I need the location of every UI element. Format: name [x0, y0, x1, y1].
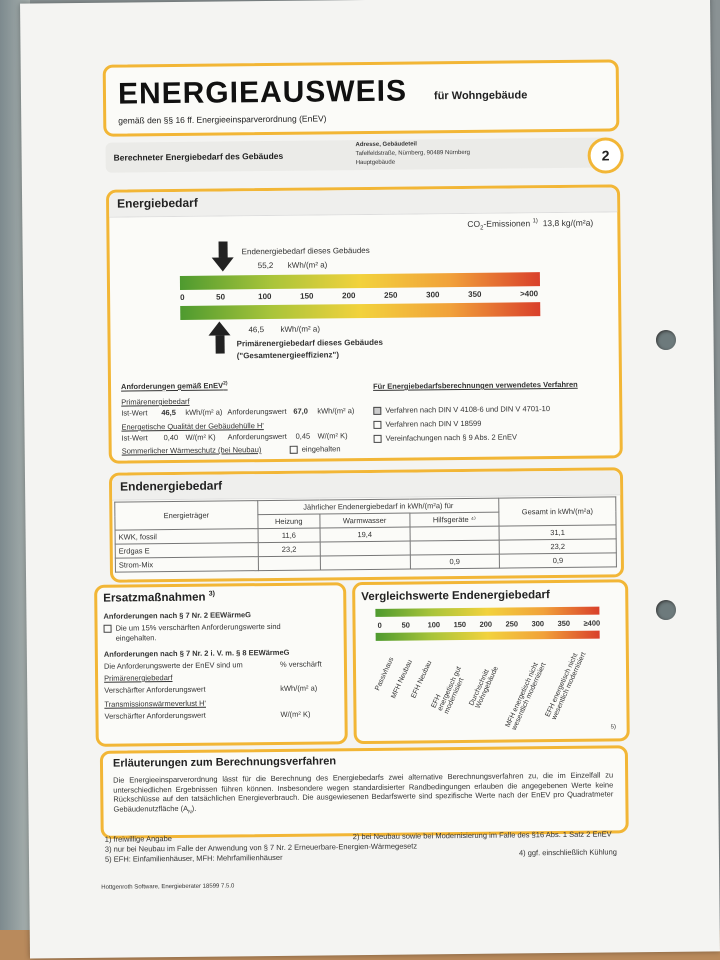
anf-label: Anforderungswert — [227, 431, 287, 442]
ersatz-transmission-heading: Transmissionswärmeverlust H' — [104, 698, 206, 709]
ersatz-req-1-option[interactable] — [104, 622, 281, 633]
ersatz-unit-2: W/(m² K) — [280, 709, 311, 719]
address-label: Adresse, Gebäudeteil — [355, 141, 417, 149]
anf-label: Anforderungswert — [227, 406, 287, 417]
ersatz-section — [94, 582, 348, 747]
vergleich-tick: 250 — [505, 619, 519, 629]
co2-subscript: 2 — [480, 225, 484, 232]
ist-label: Ist-Wert — [121, 408, 148, 418]
ersatz-req-2-text: Die Anforderungswerte der EnEV sind um — [103, 660, 243, 671]
vergleich-label-efh-neubau: EFH Neubau — [410, 659, 434, 700]
ersatz-req-1: Anforderungen nach § 7 Nr. 2 EEWärmeG — [103, 610, 252, 621]
endenergie-table — [114, 496, 617, 572]
address-line: Tafelfeldstraße, Nürnberg, 90489 Nürnberg — [355, 149, 471, 158]
co2-unit: kg/(m²a) — [561, 217, 594, 228]
energiebedarf-section — [106, 184, 623, 463]
vergleich-label-efh-nicht-modernisiert: EFH energetisch nicht wesentlich modernisiert — [544, 651, 588, 721]
energy-scale-ticks — [180, 289, 540, 303]
ist-envelope-unit: W/(m² K) — [185, 432, 216, 442]
erlaeuterung-text: Die Energieeinsparverordnung lässt für die Berechnung des Energiebedarfs zwei alternative Berechnungsverfahren zu, die im Einzelfall zu unterschiedlichen Ergebnissen führen können. Insbesondere wegen standardisierter Randbedingungen erlauben die angegebenen Werte keine Rückschlüsse auf den tatsächlichen Energieverbrauch. Die ausgewiesenen Bedarfswerte sind spezifische Werte nach der EnEV pro Quadratmeter Gebäudenutzfläche $(A_N)$. — [113, 770, 614, 815]
vergleich-tick: 300 — [531, 619, 545, 629]
section-header — [109, 187, 617, 217]
co2-label-rest: -Emissionen — [483, 218, 531, 229]
checkbox-icon[interactable] — [374, 435, 382, 443]
cell-hilfsgeraete — [410, 540, 499, 555]
scale-tick: 150 — [300, 291, 314, 301]
vergleich-tick: 200 — [479, 619, 493, 629]
building-envelope-heading: Energetische Qualität der Gebäudehülle H' — [121, 421, 264, 432]
cell-warmwasser: 19,4 — [320, 527, 410, 542]
anf-envelope-value: 0,45 — [295, 431, 311, 441]
footnote-5: 5) EFH: Einfamilienhäuser, MFH: Mehrfamilienhäuser — [104, 852, 283, 864]
cell-traeger: KWK, fossil — [115, 529, 258, 544]
endenergie-arrow-icon — [212, 257, 234, 271]
endenergie-value: 55,2 — [257, 260, 274, 271]
ist-label: Ist-Wert — [121, 433, 148, 443]
subheader-label: Berechneter Energiebedarf des Gebäudes — [113, 150, 284, 163]
cell-hilfsgeraete: 0,9 — [410, 554, 499, 569]
cell-gesamt: 0,9 — [499, 553, 616, 568]
footnote-2: 2) bei Neubau sowie bei Modernisierung im Falle des §16 Abs. 1 Satz 2 EnEV — [352, 829, 612, 842]
method-option-3-label: Vereinfachungen nach § 9 Abs. 2 EnEV — [385, 432, 517, 443]
footnote-3: 3) nur bei Neubau im Falle der Anwendung von § 7 Nr. 2 Erneuerbare-Energien-Wärmegesetz — [104, 841, 418, 854]
ist-primary-unit: kWh/(m² a) — [185, 407, 223, 417]
ersatz-footnote: 3) — [208, 590, 215, 598]
co2-value: 13,8 — [542, 217, 560, 229]
header-hilfsgeraete: Hilfsgeräte ⁴⁾ — [410, 512, 499, 527]
ersatz-req-1-option-text: Die um 15% verschärften Anforderungswerte sind — [115, 621, 281, 633]
software-credit: Hottgenroth Software, Energieberater 18599 7.5.0 — [101, 883, 235, 891]
footnote-4: 4) ggf. einschließlich Kühlung — [518, 847, 617, 858]
header-heizung: Heizung — [258, 514, 320, 529]
ersatz-req-2-percent: % verschärft — [279, 659, 322, 669]
scale-tick: 100 — [258, 291, 272, 302]
anf-primary-unit: kWh/(m² a) — [317, 406, 355, 416]
vergleich-label-mfh-nicht-modernisiert: MFH energetisch nicht wesentlich modernisiert — [504, 661, 548, 732]
endenergie-arrow-stem — [219, 241, 228, 257]
cell-gesamt: 31,1 — [499, 525, 616, 540]
building-part: Hauptgebäude — [355, 159, 396, 167]
primary-energy-heading: Primärenergiebedarf — [121, 396, 190, 407]
legal-basis: gemäß den §§ 16 ff. Energieeinsparverordnung (EnEV) — [118, 113, 327, 126]
cell-warmwasser — [320, 555, 410, 570]
ersatz-unit-1: kWh/(m² a) — [280, 683, 318, 693]
primaerenergie-label: Primärenergiebedarf dieses Gebäudes — [236, 337, 383, 349]
ersatz-req-2: Anforderungen nach § 7 Nr. 2 i. V. m. § 8 EEWärmeG — [103, 647, 290, 659]
anf-primary-value: 67,0 — [293, 406, 308, 416]
checkbox-checked-icon[interactable] — [373, 407, 381, 415]
vergleich-section — [352, 579, 630, 744]
primaerenergie-unit: kWh/(m² a) — [280, 324, 321, 334]
vergleich-tick: ≥400 — [583, 618, 601, 628]
document-title: ENERGIEAUSWEIS — [117, 74, 408, 111]
energy-scale-bottom — [180, 302, 540, 320]
checkbox-icon[interactable] — [104, 625, 112, 633]
vergleich-footnote: 5) — [610, 724, 617, 731]
cell-warmwasser — [320, 541, 410, 556]
scale-tick: 300 — [426, 290, 440, 300]
checkbox-icon[interactable] — [373, 421, 381, 429]
ist-primary-value: 46,5 — [161, 408, 176, 418]
vergleich-label-passivhaus: Passivhaus — [374, 656, 396, 692]
summer-protection-check[interactable] — [290, 444, 341, 454]
cell-heizung: 23,2 — [258, 542, 320, 557]
method-option-1-label: Verfahren nach DIN V 4108-6 und DIN V 4701-10 — [385, 404, 551, 415]
method-option-1[interactable] — [373, 404, 550, 415]
scale-tick: 200 — [342, 291, 356, 301]
vergleich-label-efh-gut-modernisiert: EFH energetisch gut modernisiert — [430, 665, 466, 716]
cell-traeger: Erdgas E — [115, 543, 258, 558]
gesamtenergieeffizienz-label: ("Gesamtenergieeffizienz") — [236, 350, 340, 361]
page-number: 2 — [601, 147, 610, 164]
method-option-3[interactable] — [374, 432, 517, 443]
vergleich-scale-top — [375, 607, 599, 617]
endenergie-label: Endenergiebedarf dieses Gebäudes — [241, 245, 370, 257]
erlaeuterung-text-body: Die Energieeinsparverordnung lässt für die Berechnung des Energiebedarfs zwei alternative Berechnungsverfahren zu, die im Einzelfall zu unterschiedlichen Ergebnissen führen können. Insbesondere wegen standardisierter Randbedingungen erlauben die angegebenen Werte keine Rückschlüsse auf den tatsächlichen Energieverbrauch. Die ausgewiesenen Bedarfswerte sind spezifische Werte nach der EnEV pro Quadratmeter Gebäudenutzfläche (A — [113, 770, 614, 814]
header-traeger: Energieträger — [115, 501, 258, 530]
subheader-bar — [105, 137, 615, 172]
scale-tick: >400 — [520, 289, 539, 299]
summer-protection-heading: Sommerlicher Wärmeschutz (bei Neubau) — [121, 445, 262, 456]
co2-emissions — [467, 218, 593, 232]
cell-hilfsgeraete — [410, 526, 499, 541]
vergleich-tick: 150 — [453, 619, 467, 630]
vergleich-scale-bottom — [376, 631, 600, 641]
vergleich-tick: 50 — [401, 620, 410, 630]
vergleich-tick: 0 — [377, 620, 382, 630]
erlaeuterung-section — [100, 745, 629, 842]
vergleich-label-durchschnitt: Durchschnitt Wohngebäude — [468, 665, 500, 710]
page-number-badge — [587, 137, 623, 173]
endenergie-unit: kWh/(m² a) — [287, 260, 328, 270]
ersatz-primary-heading: Primärenergiebedarf — [104, 673, 173, 683]
co2-footnote: 1) — [532, 218, 538, 225]
footnote-1: 1) freiwillige Angabe — [104, 834, 172, 844]
primaerenergie-value: 46,5 — [248, 325, 265, 335]
primaerenergie-arrow-icon — [208, 321, 230, 335]
section-header — [112, 470, 620, 500]
checkbox-icon[interactable] — [290, 446, 298, 454]
header-warmwasser: Warmwasser — [319, 513, 409, 528]
ersatz-title-text: Ersatzmaßnahmen — [103, 591, 206, 605]
cell-traeger: Strom-Mix — [115, 557, 258, 572]
requirements-title-text: Anforderungen gemäß EnEV — [120, 381, 224, 392]
section-title: Endenergiebedarf — [120, 478, 223, 494]
anf-envelope-unit: W/(m² K) — [317, 431, 348, 441]
punch-hole — [656, 600, 676, 620]
ersatz-title — [103, 591, 215, 605]
vergleich-title: Vergleichswerte Endenergiebedarf — [361, 589, 550, 604]
section-title: Energiebedarf — [117, 195, 198, 211]
cell-heizung — [258, 556, 320, 571]
ersatz-versch-2: Verschärfter Anforderungswert — [104, 710, 206, 721]
method-title: Für Energiebedarfsberechnungen verwendetes Verfahren — [373, 379, 578, 391]
scale-tick: 0 — [180, 292, 185, 302]
vergleich-label-mfh-neubau: MFH Neubau — [390, 658, 414, 700]
co2-label: CO — [467, 218, 481, 229]
cell-heizung: 11,6 — [258, 528, 320, 543]
cell-gesamt: 23,2 — [499, 539, 616, 554]
requirements-title — [121, 380, 228, 391]
primaerenergie-arrow-stem — [216, 335, 225, 353]
ersatz-versch-1: Verschärfter Anforderungswert — [104, 684, 206, 695]
method-option-2-label: Verfahren nach DIN V 18599 — [385, 418, 482, 429]
requirements-footnote: 2) — [223, 380, 228, 387]
vergleich-tick: 100 — [427, 620, 441, 630]
header-box — [103, 59, 620, 136]
header-gesamt: Gesamt in kWh/(m²a) — [499, 497, 616, 526]
punch-hole — [656, 330, 676, 350]
ersatz-req-1-option-cont: eingehalten. — [115, 633, 157, 643]
scale-tick: 250 — [384, 290, 398, 300]
header-jahr: Jährlicher Endenergiebedarf in kWh/(m²a) für — [258, 498, 499, 515]
scale-tick: 50 — [216, 292, 226, 302]
document-subtitle: für Wohngebäude — [433, 89, 528, 103]
scale-tick: 350 — [468, 289, 482, 299]
energy-scale-top — [180, 272, 540, 290]
endenergie-section — [109, 467, 624, 582]
method-option-2[interactable] — [373, 419, 481, 429]
energy-certificate-page — [20, 0, 720, 959]
vergleich-tick: 350 — [557, 618, 571, 629]
ist-envelope-value: 0,40 — [163, 432, 179, 443]
eingehalten-label: eingehalten — [301, 444, 341, 454]
vergleich-ticks — [378, 619, 604, 631]
erlaeuterung-title: Erläuterungen zum Berechnungsverfahren — [112, 755, 337, 770]
